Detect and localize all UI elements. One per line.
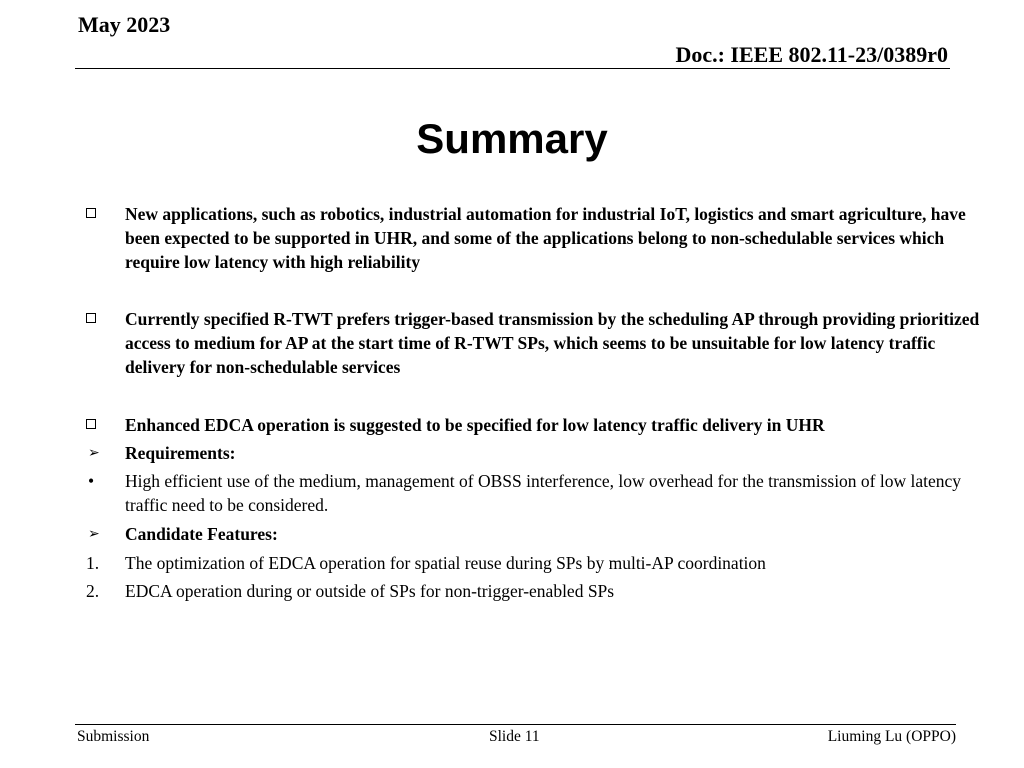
- bullet-text: Currently specified R-TWT prefers trigger-based transmission by the scheduling AP through providing prioritized access to medium for AP at the start time of R-TWT SPs, which seems to be unsuitable for low latency traffic delivery for non-schedulable services: [125, 309, 980, 377]
- slide-title: Summary: [416, 115, 608, 162]
- footer-submission: Submission: [77, 728, 150, 745]
- footer-author: Liuming Lu (OPPO): [827, 728, 956, 745]
- bullet-text: The optimization of EDCA operation for spatial reuse during SPs by multi-AP coordination: [125, 553, 766, 573]
- bullet-text: Candidate Features:: [125, 524, 278, 544]
- dot-bullet-icon: •: [88, 471, 95, 491]
- bullet-text: New applications, such as robotics, industrial automation for industrial IoT, logistics and smart agriculture, have been expected to be supported in UHR, and some of the applications belong to non-schedulable services which require low latency with high reliability: [125, 204, 966, 272]
- bullet-text: High efficient use of the medium, management of OBSS interference, low overhead for the transmission of low latency traffic need to be considered.: [125, 471, 962, 515]
- bullet-text: Enhanced EDCA operation is suggested to be specified for low latency traffic delivery in UHR: [125, 415, 825, 435]
- item-number: 2.: [86, 581, 100, 601]
- footer-divider: [75, 724, 956, 725]
- bullet-text: EDCA operation during or outside of SPs for non-trigger-enabled SPs: [125, 581, 615, 601]
- header-date: May 2023: [78, 12, 171, 37]
- footer-slide-number: Slide 11: [489, 728, 540, 745]
- header-doc-id: Doc.: IEEE 802.11-23/0389r0: [675, 42, 948, 67]
- arrow-bullet-icon: ➢: [88, 526, 100, 542]
- item-number: 1.: [86, 553, 100, 573]
- bullet-text: Requirements:: [125, 443, 236, 463]
- arrow-bullet-icon: ➢: [88, 445, 100, 461]
